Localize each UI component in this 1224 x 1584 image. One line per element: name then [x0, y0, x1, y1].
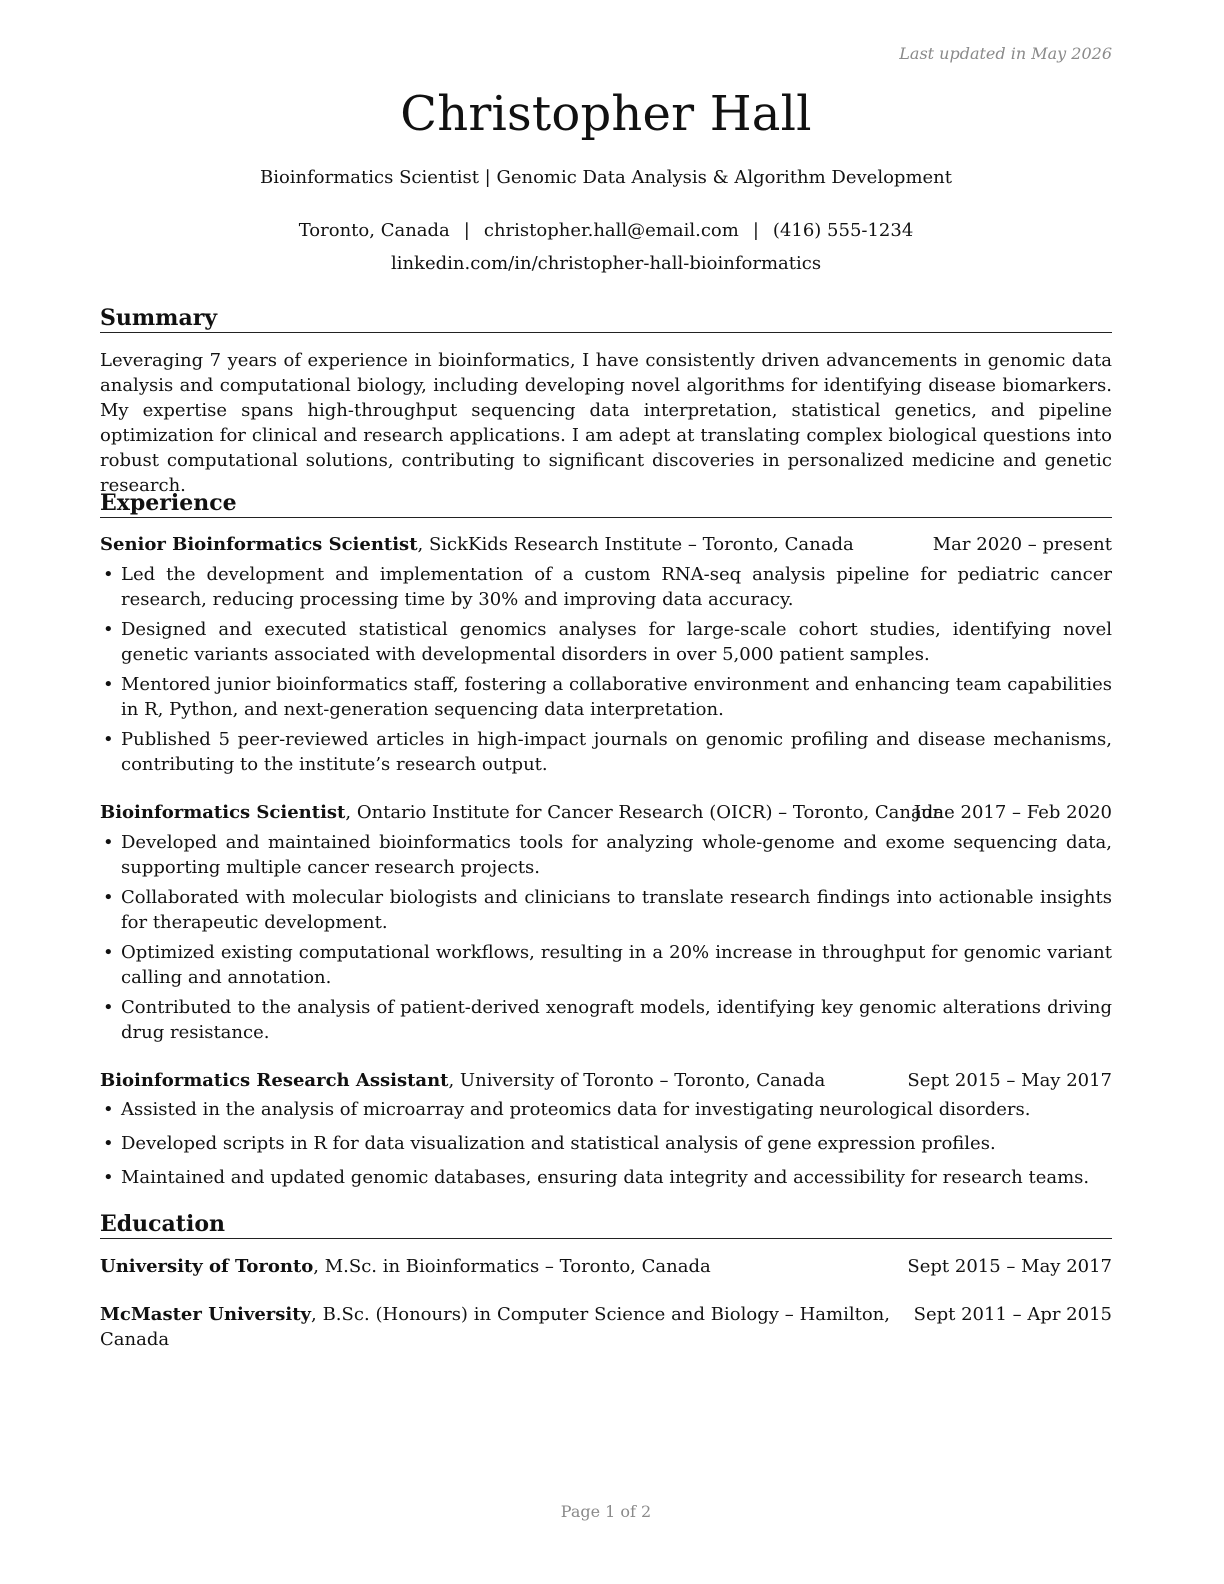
resume-page — [100, 0, 1112, 1584]
phone: (416) 555-1234 — [772, 220, 914, 241]
job-role: Bioinformatics Research Assistant — [100, 1070, 449, 1091]
section-title-experience: Experience — [100, 490, 1112, 518]
job-role: Bioinformatics Scientist — [100, 802, 346, 823]
email-link[interactable]: christopher.hall@email.com — [483, 220, 739, 241]
linkedin-link[interactable]: linkedin.com/in/christopher-hall-bioinformatics — [390, 253, 822, 274]
bullet-item: • Maintained and updated genomic databases, ensuring data integrity and accessibility for research teams. — [100, 1165, 1112, 1190]
job-dates: Sept 2015 – May 2017 — [907, 1070, 1112, 1091]
job-bullets — [100, 562, 1112, 777]
contact-separator: | — [463, 220, 470, 241]
last-updated: Last updated in May 2026 — [899, 44, 1112, 63]
bullet-item: • Developed and maintained bioinformatics tools for analyzing whole-genome and exome sequencing data, supporting multiple cancer research projects. — [100, 830, 1112, 880]
bullet-item: • Led the development and implementation of a custom RNA-seq analysis pipeline for pediatric cancer research, reducing processing time by 30% and improving data accuracy. — [100, 562, 1112, 612]
bullet-item: • Mentored junior bioinformatics staff, fostering a collaborative environment and enhancing team capabilities in R, Python, and next-generation sequencing data interpretation. — [100, 672, 1112, 722]
bullet-item: • Developed scripts in R for data visualization and statistical analysis of gene expression profiles. — [100, 1131, 1112, 1156]
location: Toronto, Canada — [298, 220, 450, 241]
job-header — [100, 1068, 1112, 1093]
job-bullets — [100, 1097, 1112, 1190]
job-bullets — [100, 830, 1112, 1045]
job-dates: June 2017 – Feb 2020 — [913, 802, 1112, 823]
candidate-name: Christopher Hall — [400, 86, 812, 142]
contact-separator: | — [752, 220, 759, 241]
school-name: University of Toronto — [100, 1256, 314, 1277]
section-title-summary: Summary — [100, 305, 1112, 333]
page-number: Page 1 of 2 — [560, 1502, 652, 1521]
education-entry — [100, 1254, 1112, 1279]
job-dates: Mar 2020 – present — [932, 534, 1112, 555]
summary-text: Leveraging 7 years of experience in bioinformatics, I have consistently driven advancements in genomic data analysis and computational biology, including developing novel algorithms for identifying disease biomarkers. My expertise spans high-throughput sequencing data interpretation, statistical genetics, and pipeline optimization for clinical and research applications. I am adept at translating complex biological questions into robust computational solutions, contributing to significant discoveries in personalized medicine and genetic research. — [100, 350, 1112, 496]
job-entry — [100, 532, 1112, 777]
bullet-item: • Collaborated with molecular biologists and clinicians to translate research findings into actionable insights for therapeutic development. — [100, 885, 1112, 935]
contact-line — [100, 220, 1112, 241]
bullet-item: • Assisted in the analysis of microarray and proteomics data for investigating neurological disorders. — [100, 1097, 1112, 1122]
bullet-item: • Contributed to the analysis of patient-derived xenograft models, identifying key genomic alterations driving drug resistance. — [100, 995, 1112, 1045]
job-role: Senior Bioinformatics Scientist — [100, 534, 418, 555]
job-header — [100, 532, 1112, 557]
job-org: , SickKids Research Institute – Toronto, Canada — [417, 534, 854, 555]
headline: Bioinformatics Scientist | Genomic Data Analysis & Algorithm Development — [259, 167, 953, 188]
bullet-item: • Published 5 peer-reviewed articles in high-impact journals on genomic profiling and disease mechanisms, contributing to the institute’s research output. — [100, 727, 1112, 777]
job-entry — [100, 1068, 1112, 1190]
section-title-education: Education — [100, 1211, 1112, 1239]
job-header — [100, 800, 1112, 825]
degree-detail: , B.Sc. (Honours) in Computer Science and Biology – Hamilton, Canada — [100, 1304, 890, 1350]
degree-detail: , M.Sc. in Bioinformatics – Toronto, Canada — [313, 1256, 711, 1277]
bullet-item: • Designed and executed statistical genomics analyses for large-scale cohort studies, identifying novel genetic variants associated with developmental disorders in over 5,000 patient samples. — [100, 617, 1112, 667]
job-entry — [100, 800, 1112, 1045]
job-org: , University of Toronto – Toronto, Canada — [448, 1070, 826, 1091]
education-dates: Sept 2011 – Apr 2015 — [913, 1304, 1112, 1325]
education-entry — [100, 1302, 1112, 1352]
education-dates: Sept 2015 – May 2017 — [907, 1256, 1112, 1277]
bullet-item: • Optimized existing computational workflows, resulting in a 20% increase in throughput for genomic variant calling and annotation. — [100, 940, 1112, 990]
school-name: McMaster University — [100, 1304, 312, 1325]
job-org: , Ontario Institute for Cancer Research (OICR) – Toronto, Canada — [345, 802, 944, 823]
